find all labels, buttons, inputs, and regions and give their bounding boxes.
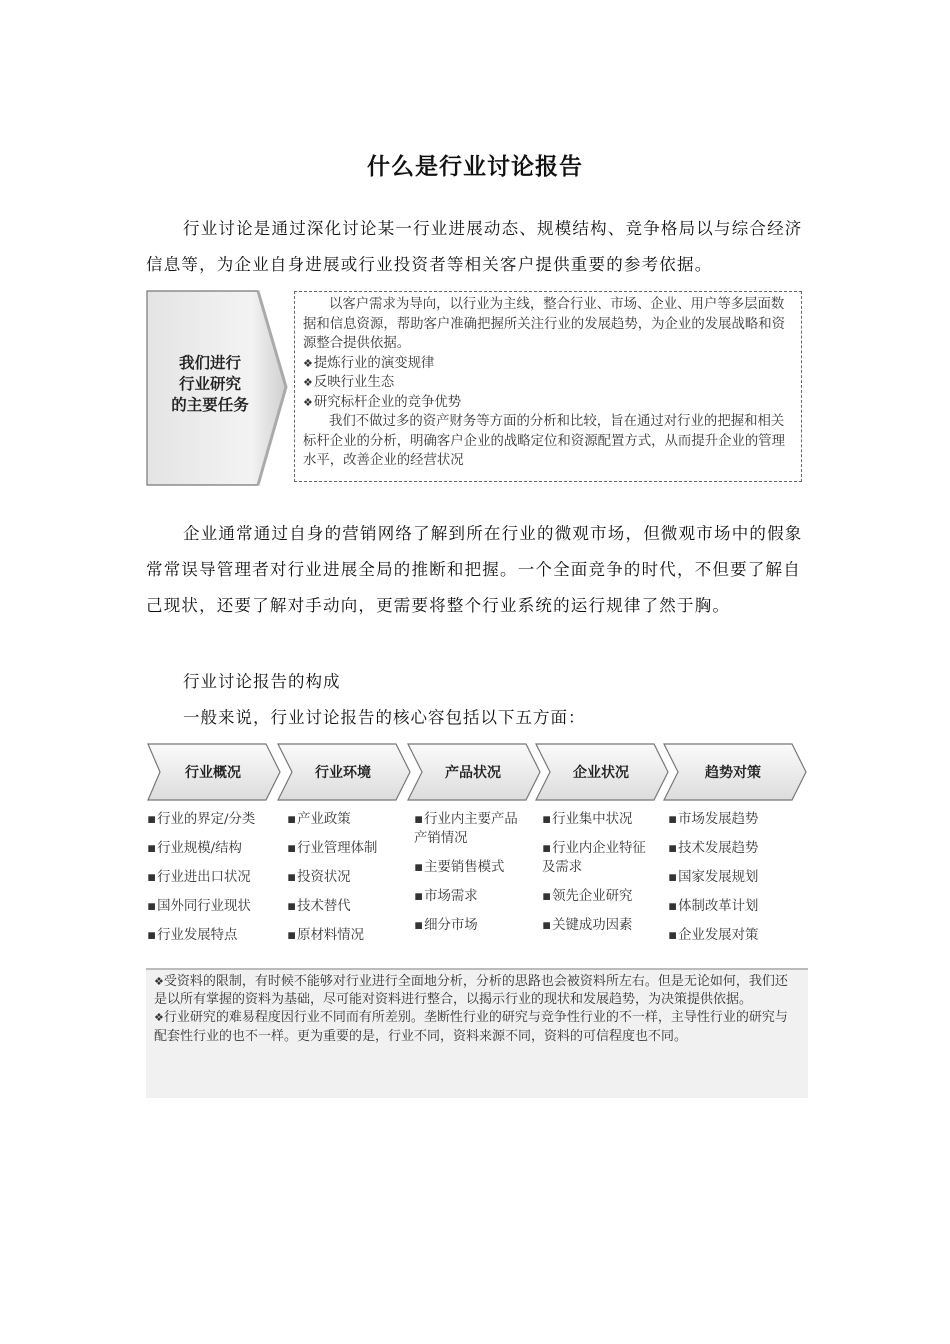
column-environment [287,810,401,955]
list-item: ▪ 产业政策 [287,810,401,829]
tasks-text-box [294,291,802,482]
task-bullet: ❖ 研究标杆企业的竞争优势 [303,393,793,413]
tasks-arrow-label [146,353,274,416]
note-item: ❖ 受资料的限制，有时候不能够对行业进行全面地分析，分析的思路也会被资料所左右。但是无论如何，我们还是以所有掌握的资料为基础，尽可能对资料进行整合，以揭示行业的现状和发展趋势，为决策提供依据。 [154,973,800,1009]
list-item: ▪ 技术发展趋势 [668,839,790,858]
step-overview: 行业概况 [185,765,241,781]
list-item: ▪ 国家发展规划 [668,868,790,887]
list-item: ▪ 行业进出口状况 [147,868,275,887]
list-item: ▪ 技术替代 [287,897,401,916]
arrow-label-line: 行业研究 [178,375,241,393]
list-item: ▪ 市场需求 [414,887,526,906]
task-bullet: ❖ 提炼行业的演变规律 [303,354,793,374]
step-environment: 行业环境 [315,765,371,781]
section-intro-five-aspects: 一般来说，行业讨论报告的核心容包括以下五方面： [183,708,586,727]
report-structure-figure [146,740,808,1100]
list-item: ▪ 关键成功因素 [542,916,654,935]
list-item: ▪ 行业规模/结构 [147,839,275,858]
box-outro-text: 我们不做过多的资产财务等方面的分析和比较，旨在通过对行业的把握和相关标杆企业的分析，明确客户企业的战略定位和资源配置方式，从而提升企业的管理水平，改善企业的经营状况 [303,414,786,468]
list-item: ▪ 市场发展趋势 [668,810,790,829]
list-item: ▪ 原材料情况 [287,926,401,945]
list-item: ▪ 细分市场 [414,916,526,935]
list-item: ▪ 体制改革计划 [668,897,790,916]
list-item: ▪ 领先企业研究 [542,887,654,906]
list-item: ▪ 主要销售模式 [414,858,526,877]
arrow-label-line: 我们进行 [178,354,241,372]
column-enterprises [542,810,654,945]
arrow-label-line: 的主要任务 [171,396,249,414]
list-item: ▪ 行业内主要产品产销情况 [414,810,526,848]
note-item: ❖ 行业研究的难易程度因行业不同而有所差别。垄断性行业的研究与竞争性行业的不一样，主导性行业的研究与配套性行业的也不一样。更为重要的是，行业不同，资料来源不同，资料的可信程度也不同。 [154,1009,800,1045]
list-item: ▪ 行业管理体制 [287,839,401,858]
step-products: 产品状况 [445,765,501,781]
section-heading-composition: 行业讨论报告的构成 [183,672,341,691]
list-item: ▪ 国外同行业现状 [147,897,275,916]
list-item: ▪ 行业内企业特征及需求 [542,839,654,877]
list-item: ▪ 行业的界定/分类 [147,810,275,829]
step-trends: 趋势对策 [705,765,761,781]
notes-box [146,968,808,1098]
column-products [414,810,526,945]
page-title: 什么是行业讨论报告 [367,154,583,180]
box-intro-text: 以客户需求为导向，以行业为主线，整合行业、市场、企业、用户等多层面数据和信息资源，帮助客户准确把握所关注行业的发展趋势，为企业的发展战略和资源整合提供依据。 [303,297,786,351]
column-trends [668,810,790,955]
research-tasks-figure [146,289,808,487]
step-enterprises: 企业状况 [573,765,629,781]
column-overview [147,810,275,955]
task-bullet: ❖ 反映行业生态 [303,373,793,393]
market-paragraph: 企业通常通过自身的营销网络了解到所在行业的微观市场，但微观市场中的假象常常误导管理者对行业进展全局的推断和把握。一个全面竞争的时代，不但要了解自己现状，还要了解对手动向，更需要将整个行业系统的运行规律了然于胸。 [146,524,803,615]
list-item: ▪ 企业发展对策 [668,926,790,945]
list-item: ▪ 行业发展特点 [147,926,275,945]
intro-paragraph: 行业讨论是通过深化讨论某一行业进展动态、规模结构、竞争格局以与综合经济信息等，为企业自身进展或行业投资者等相关客户提供重要的参考依据。 [146,219,803,274]
list-item: ▪ 投资状况 [287,868,401,887]
list-item: ▪ 行业集中状况 [542,810,654,829]
